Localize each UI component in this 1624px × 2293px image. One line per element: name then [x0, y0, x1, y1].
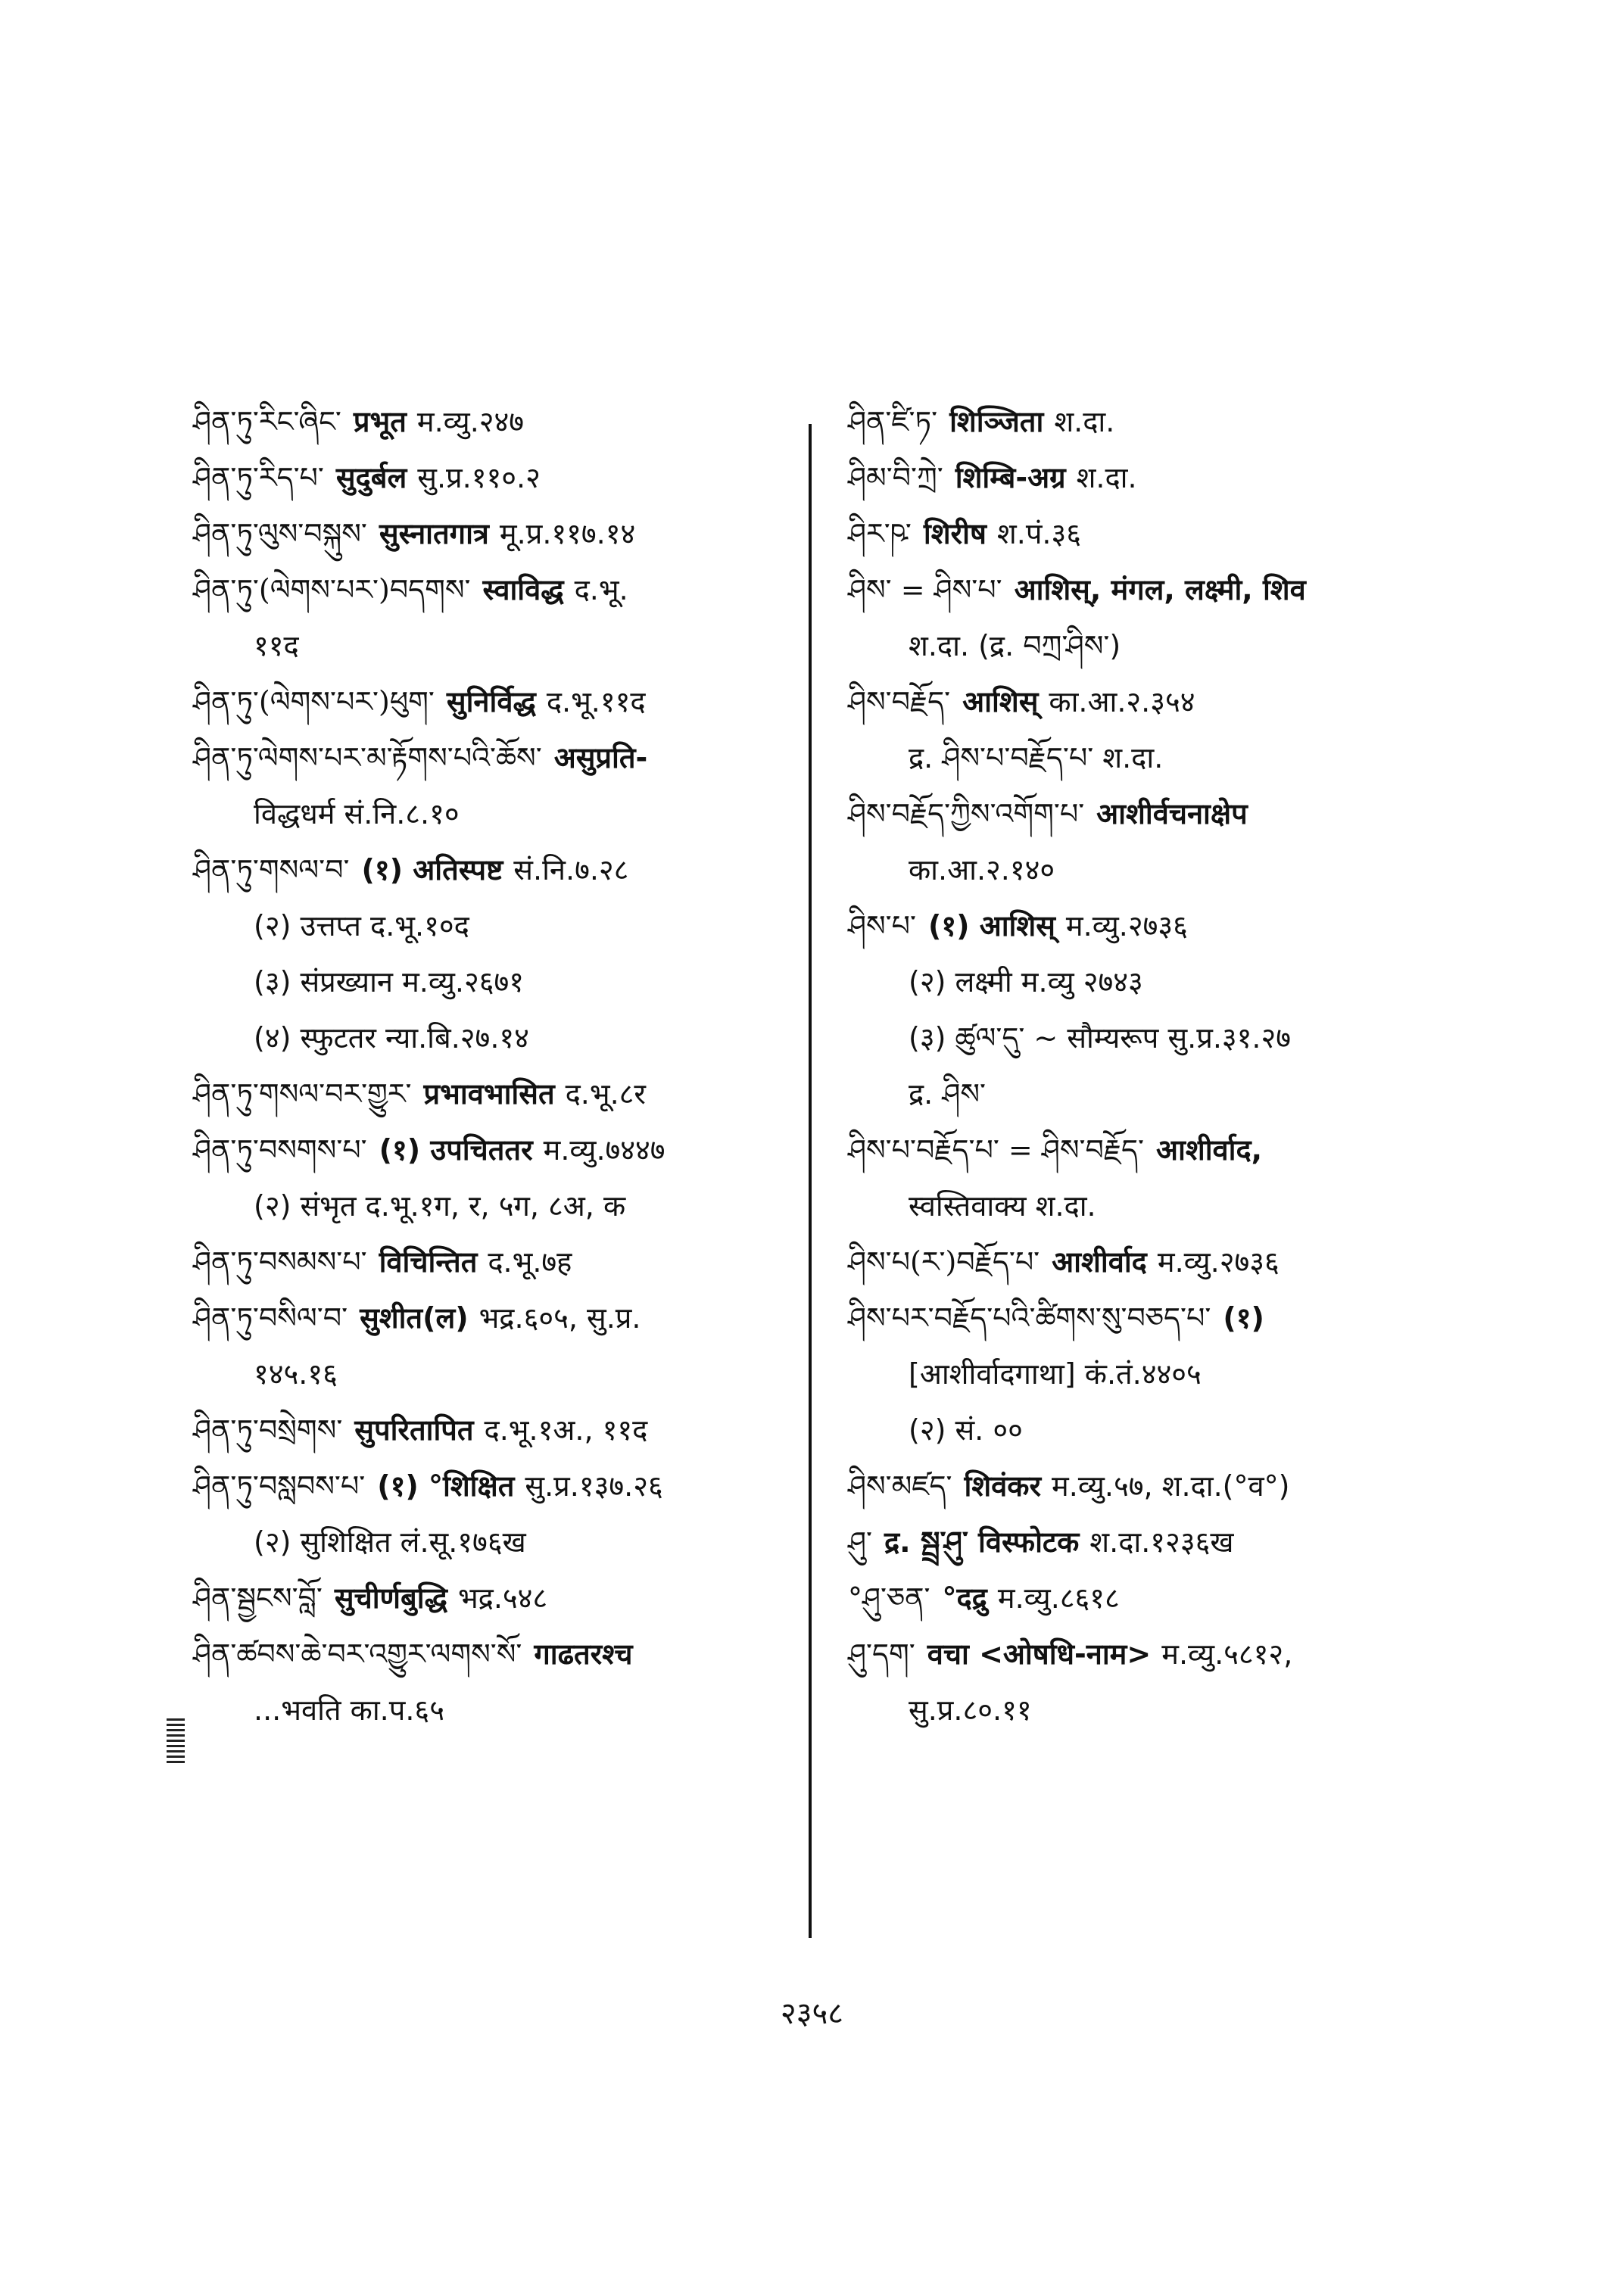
entry-reference: सं.नि.७.२८ [513, 853, 629, 886]
entry-sense: (२) उत्तप्त द.भू.१०द [254, 909, 469, 942]
dictionary-entry [193, 674, 806, 730]
entry-sense: (२) सुशिक्षित लं.सू.१७६ख [254, 1525, 526, 1559]
dictionary-entry [848, 1458, 1439, 1514]
dictionary-entry [193, 1458, 806, 1514]
entry-headword: ཤིན་ཏུ་གསལ་བ་ [193, 853, 350, 886]
entry-gloss: सुपरितापित [354, 1413, 474, 1447]
dictionary-entry [193, 1290, 806, 1346]
entry-reference: मू.प्र.११७.१४ [499, 517, 636, 550]
entry-continuation: विद्धधर्म सं.नि.८.१० [254, 797, 460, 830]
entry-headword: ཤུ་ [848, 1525, 872, 1559]
entry-reference: सु.प्र.१३७.२६ [525, 1469, 663, 1503]
dictionary-entry [848, 506, 1439, 562]
entry-reference: का.आ.२.३५४ [1049, 685, 1195, 718]
dictionary-entry [193, 1626, 806, 1682]
entry-headword: ཤིན་སྦྱངས་བློ་ [193, 1581, 323, 1615]
entry-continuation: ११द [254, 629, 299, 662]
entry-continuation: श.दा. (द्र. བཀྲ་ཤིས་) [909, 629, 1121, 662]
entry-gloss: स्वाविद्ध [482, 573, 564, 606]
entry-headword: ཤིས་པ(ར་)བརྗོད་པ་ [848, 1245, 1040, 1279]
entry-gloss: आशीर्वाद, [1156, 1133, 1263, 1167]
entry-reference: म.व्यु.५८१२, [1161, 1637, 1293, 1671]
entry-headword: ཤིན་ཏུ་ལུས་བསྐུས་ [193, 517, 367, 550]
entry-gloss: आशिस्, मंगल, लक्ष्मी, शिव [1014, 573, 1306, 606]
dictionary-entry [848, 898, 1439, 954]
entry-sense: (३) संप्रख्यान म.व्यु.२६७१ [254, 965, 525, 999]
entry-headword: ཤིས་པ་ [848, 909, 916, 942]
entry-reference: म.व्यु.२७३६ [1065, 909, 1188, 942]
entry-reference: द.भू. [574, 573, 628, 606]
entry-reference: श.दा. [1076, 461, 1137, 494]
entry-reference: भद्र.६०५, सु.प्र. [478, 1301, 641, 1335]
dictionary-entry [848, 450, 1439, 506]
entry-gloss: आशिस् [962, 685, 1039, 718]
dictionary-entry [193, 842, 806, 898]
entry-gloss: विचिन्तित [379, 1245, 478, 1279]
entry-sense: (२) सं. ०० [909, 1413, 1023, 1447]
entry-reference: म.व्यु.५७, श.दा.(°व°) [1052, 1469, 1290, 1503]
dictionary-entry [848, 394, 1439, 450]
entry-reference: म.व्यु.२७३६ [1157, 1245, 1280, 1279]
entry-headword: ཤིན་ཛི་ཏ་ [848, 405, 938, 438]
entry-sense: (४) स्फुटतर न्या.बि.२७.१४ [254, 1021, 529, 1055]
entry-continuation: सु.प्र.८०.११ [909, 1693, 1032, 1727]
entry-headword: ཤིན་ཏུ་བསམས་པ་ [193, 1245, 367, 1279]
entry-headword: ཤིན་ཏུ་ལེགས་པར་མ་རྟོགས་པའི་ཆོས་ [193, 741, 542, 774]
dictionary-entry [848, 674, 1439, 730]
entry-gloss: असुप्रति- [553, 741, 648, 774]
entry-headword: ཤིན་ཏུ་བསགས་པ་ [193, 1133, 367, 1167]
entry-gloss: शिरीष [923, 517, 987, 550]
entry-gloss: गाढतरश्च [534, 1637, 633, 1671]
entry-headword: ཤིས་ = ཤིས་པ་ [848, 573, 1002, 606]
entry-gloss: प्रभावभासित [423, 1077, 555, 1111]
dictionary-entry [193, 1066, 806, 1122]
entry-headword: ཤིན་ཏུ་(ལེགས་པར་)ཕུག་ [193, 685, 435, 718]
entry-headword: ཤིན་ཏུ་བསླབས་པ་ [193, 1469, 366, 1503]
dictionary-entry [193, 394, 806, 450]
dictionary-entry [193, 1122, 806, 1178]
dictionary-entry [848, 1234, 1439, 1290]
margin-mark [167, 1718, 185, 1764]
entry-sense: द्र. ཤིས་ [909, 1077, 986, 1111]
entry-reference: सु.प्र.११०.२ [417, 461, 541, 494]
entry-reference: म.व्यु.२४७ [416, 405, 525, 438]
right-column [848, 394, 1439, 1738]
entry-gloss: शिम्बि-अग्र [955, 461, 1066, 494]
entry-gloss: सुदुर्बल [335, 461, 407, 494]
entry-gloss: सुशीत(ल) [360, 1301, 469, 1335]
entry-continuation: द्र. ཤིས་པ་བརྗོད་པ་ श.दा. [909, 741, 1164, 774]
dictionary-entry [848, 562, 1439, 618]
dictionary-entry [193, 562, 806, 618]
entry-headword: ཤིས་བརྗོད་ཀྱིས་འགོག་པ་ [848, 797, 1085, 830]
dictionary-entry [848, 1514, 1439, 1570]
dictionary-entry [848, 1290, 1439, 1346]
entry-reference: द.भू.११द [546, 685, 646, 718]
entry-continuation: ...भवति का.प.६५ [254, 1693, 444, 1727]
entry-headword: ཤིས་པར་བརྗོད་པའི་ཚིགས་སུ་བཅད་པ་ [848, 1301, 1211, 1335]
entry-headword: °ཤུ་ཅན་ [848, 1581, 930, 1615]
entry-gloss: (१) [1223, 1301, 1264, 1335]
entry-sense: (२) संभृत द.भू.१ग, र, ५ग, ८अ, क [254, 1189, 626, 1223]
entry-gloss: (१) आशिस् [927, 909, 1055, 942]
entry-reference: द.भू.८र [565, 1077, 646, 1111]
entry-continuation: का.आ.२.१४० [909, 853, 1055, 886]
entry-gloss: शिवंकर [964, 1469, 1042, 1503]
dictionary-entry [193, 1234, 806, 1290]
entry-headword: ཤིས་བརྗོད་ [848, 685, 951, 718]
entry-gloss: (१) अतिस्पष्ट [361, 853, 503, 886]
dictionary-entry [848, 1122, 1439, 1178]
page-number: २३५८ [780, 1996, 844, 2031]
entry-continuation: [आशीर्वादगाथा] कं.तं.४४०५ [909, 1357, 1202, 1391]
entry-headword: ཤིན་ཏུ་རིང་ཞིང་ [193, 405, 341, 438]
entry-gloss: आशीर्वचनाक्षेप [1096, 797, 1248, 830]
entry-gloss: द्र. སྦྲ་ཤུ་ विस्फोटक [884, 1525, 1080, 1559]
entry-gloss: सुचीर्णबुद्धि [334, 1581, 447, 1615]
left-column [193, 394, 806, 1738]
dictionary-entry [848, 1626, 1439, 1682]
entry-headword: ཤིན་ཚབས་ཆེ་བར་འགྱུར་ལགས་སོ་ [193, 1637, 522, 1671]
entry-gloss: (१) °शिक्षित [377, 1469, 515, 1503]
dictionary-entry [848, 1570, 1439, 1626]
entry-reference: म.व्यु.८६१८ [997, 1581, 1120, 1615]
column-divider [809, 424, 812, 1938]
dictionary-entry [193, 730, 806, 786]
entry-gloss: सुस्नातगात्र [379, 517, 489, 550]
dictionary-entry [193, 506, 806, 562]
entry-continuation: स्वस्तिवाक्य श.दा. [909, 1189, 1096, 1223]
entry-headword: ཤིས་པ་བརྗོད་པ་ = ཤིས་བརྗོད་ [848, 1133, 1145, 1167]
dictionary-entry [193, 1402, 806, 1458]
entry-headword: ཤུ་དག་ [848, 1637, 915, 1671]
entry-sense: (२) लक्ष्मी म.व्यु २७४३ [909, 965, 1143, 999]
entry-headword: ཤིམ་བི་ཀྲེ་ [848, 461, 943, 494]
entry-reference: श.दा. [1054, 405, 1115, 438]
entry-gloss: (१) उपचिततर [379, 1133, 533, 1167]
entry-reference: म.व्यु.७४४७ [543, 1133, 665, 1167]
entry-gloss: वचा <ओषधि-नाम> [927, 1637, 1152, 1671]
entry-gloss: आशीर्वाद [1052, 1245, 1147, 1279]
entry-gloss: शिञ्जिता [949, 405, 1044, 438]
entry-headword: ཤིས་མཛད་ [848, 1469, 952, 1503]
entry-headword: ཤིན་ཏུ་བསིལ་བ་ [193, 1301, 348, 1335]
dictionary-entry [848, 786, 1439, 842]
entry-gloss: °दद्रु [942, 1581, 987, 1615]
entry-sense: (३) ཚུལ་དུ་ ~ सौम्यरूप सु.प्र.३१.२७ [909, 1021, 1292, 1055]
entry-reference: द.भू.१अ., ११द [484, 1413, 648, 1447]
entry-headword: ཤིར་ཥ་ [848, 517, 912, 550]
entry-continuation: १४५.१६ [254, 1357, 338, 1391]
dictionary-entry [193, 1570, 806, 1626]
entry-headword: ཤིན་ཏུ་རིད་པ་ [193, 461, 324, 494]
dictionary-entry [193, 450, 806, 506]
entry-headword: ཤིན་ཏུ་(ལེགས་པར་)བདགས་ [193, 573, 471, 606]
entry-reference: श.दा.१२३६ख [1089, 1525, 1234, 1559]
entry-gloss: सुनिर्विद्ध [446, 685, 536, 718]
entry-reference: भद्र.५४८ [457, 1581, 548, 1615]
entry-reference: श.पं.३६ [996, 517, 1082, 550]
entry-headword: ཤིན་ཏུ་བསྲེགས་ [193, 1413, 343, 1447]
entry-headword: ཤིན་ཏུ་གསལ་བར་གྱུར་ [193, 1077, 412, 1111]
entry-gloss: प्रभूत [353, 405, 407, 438]
entry-reference: द.भू.७ह [488, 1245, 572, 1279]
